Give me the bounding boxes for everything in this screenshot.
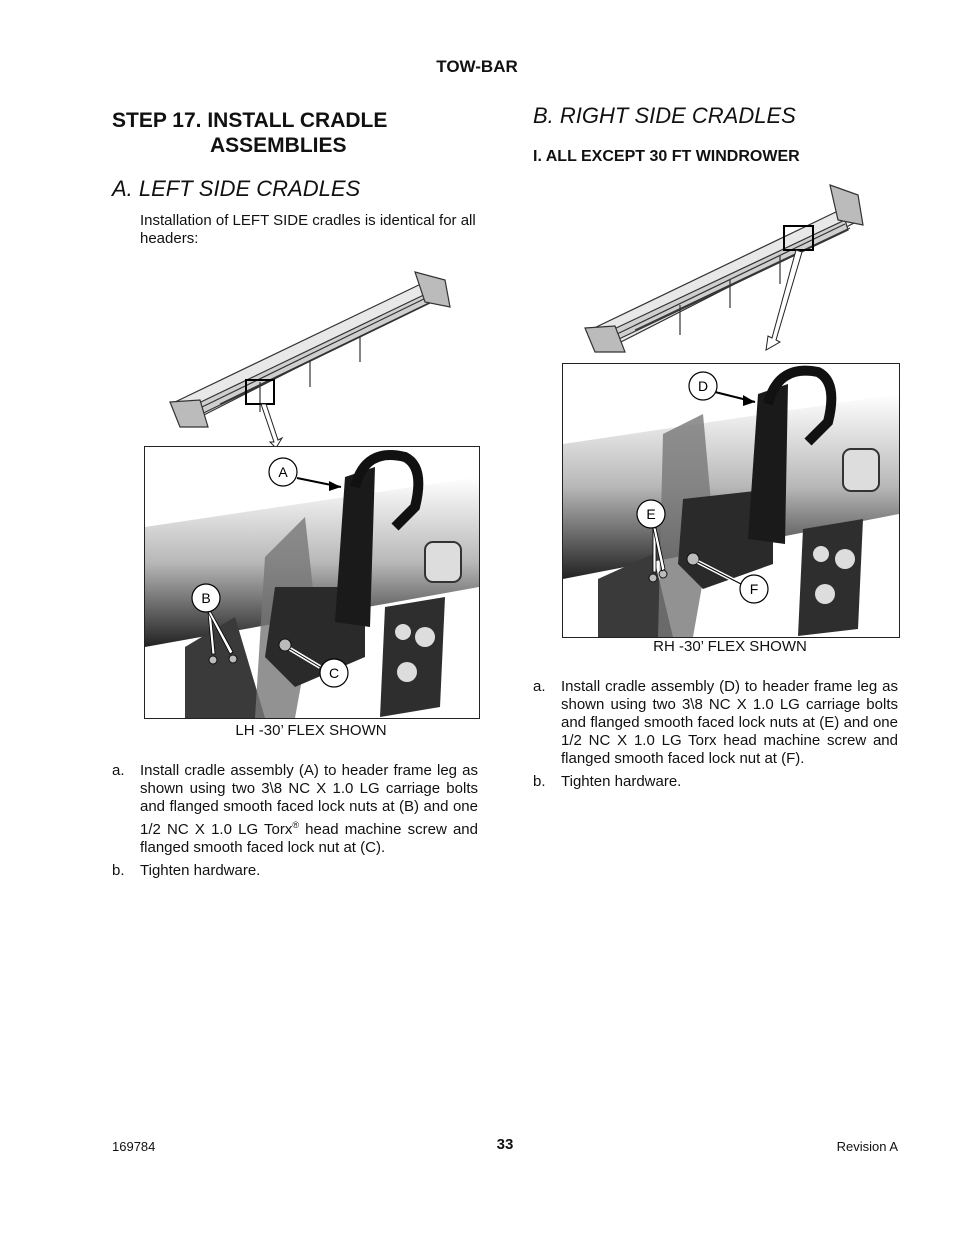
right-overview-illustration bbox=[580, 180, 880, 355]
callout-a: A bbox=[278, 464, 288, 480]
callout-e: E bbox=[646, 506, 656, 522]
footer-revision: Revision A bbox=[836, 1139, 898, 1154]
right-figure-caption: RH -30’ FLEX SHOWN bbox=[653, 638, 807, 655]
right-cradle-drawing bbox=[563, 364, 899, 637]
step-text: Install cradle assembly (D) to header frame leg as shown using two 3\8 NC X 1.0 LG carriage bolts and flanged smooth faced lock nuts at (E) and one 1/2 NC X 1.0 LG Torx head machine screw and flanged smooth faced lock nut at (F). bbox=[561, 678, 898, 767]
callout-d: D bbox=[697, 378, 709, 394]
right-step-list bbox=[533, 678, 898, 796]
registered-mark: ® bbox=[292, 820, 299, 830]
step-text: Install cradle assembly (A) to header frame leg as shown using two 3\8 NC X 1.0 LG carriage bolts and flanged smooth faced lock nuts at (B) and one 1/2 NC X 1.0 LG Torx® head machine screw and flanged smooth faced lock nut at (C). bbox=[140, 762, 478, 856]
step-text: Tighten hardware. bbox=[140, 862, 261, 879]
step-title bbox=[112, 108, 387, 158]
step-marker: a. bbox=[533, 678, 546, 695]
left-overview-illustration bbox=[160, 262, 460, 452]
callout-f: F bbox=[749, 581, 759, 597]
left-section-title: A. LEFT SIDE CRADLES bbox=[112, 176, 361, 201]
right-detail-figure bbox=[562, 363, 900, 638]
right-step-b bbox=[533, 773, 898, 791]
left-intro: Installation of LEFT SIDE cradles is identical for all headers: bbox=[140, 212, 476, 247]
right-subsection-title: I. ALL EXCEPT 30 FT WINDROWER bbox=[533, 148, 800, 165]
left-step-a bbox=[112, 762, 478, 857]
left-step-list bbox=[112, 762, 478, 885]
left-detail-figure bbox=[144, 446, 480, 719]
step-marker: a. bbox=[112, 762, 125, 779]
right-section-title: B. RIGHT SIDE CRADLES bbox=[533, 103, 796, 128]
left-step-b bbox=[112, 862, 478, 880]
footer-doc-number: 169784 bbox=[112, 1139, 156, 1154]
step-marker: b. bbox=[112, 862, 125, 879]
step-title-line2: ASSEMBLIES bbox=[210, 134, 347, 157]
step-text: Tighten hardware. bbox=[561, 773, 682, 790]
left-cradle-drawing bbox=[145, 447, 479, 718]
step-marker: b. bbox=[533, 773, 546, 790]
callout-c: C bbox=[328, 665, 340, 681]
left-figure-caption: LH -30’ FLEX SHOWN bbox=[235, 722, 387, 739]
running-header: TOW-BAR bbox=[436, 57, 518, 76]
step-title-line1: STEP 17. INSTALL CRADLE bbox=[112, 109, 388, 132]
right-step-a bbox=[533, 678, 898, 768]
callout-b: B bbox=[201, 590, 211, 606]
footer-page-number: 33 bbox=[496, 1136, 514, 1153]
